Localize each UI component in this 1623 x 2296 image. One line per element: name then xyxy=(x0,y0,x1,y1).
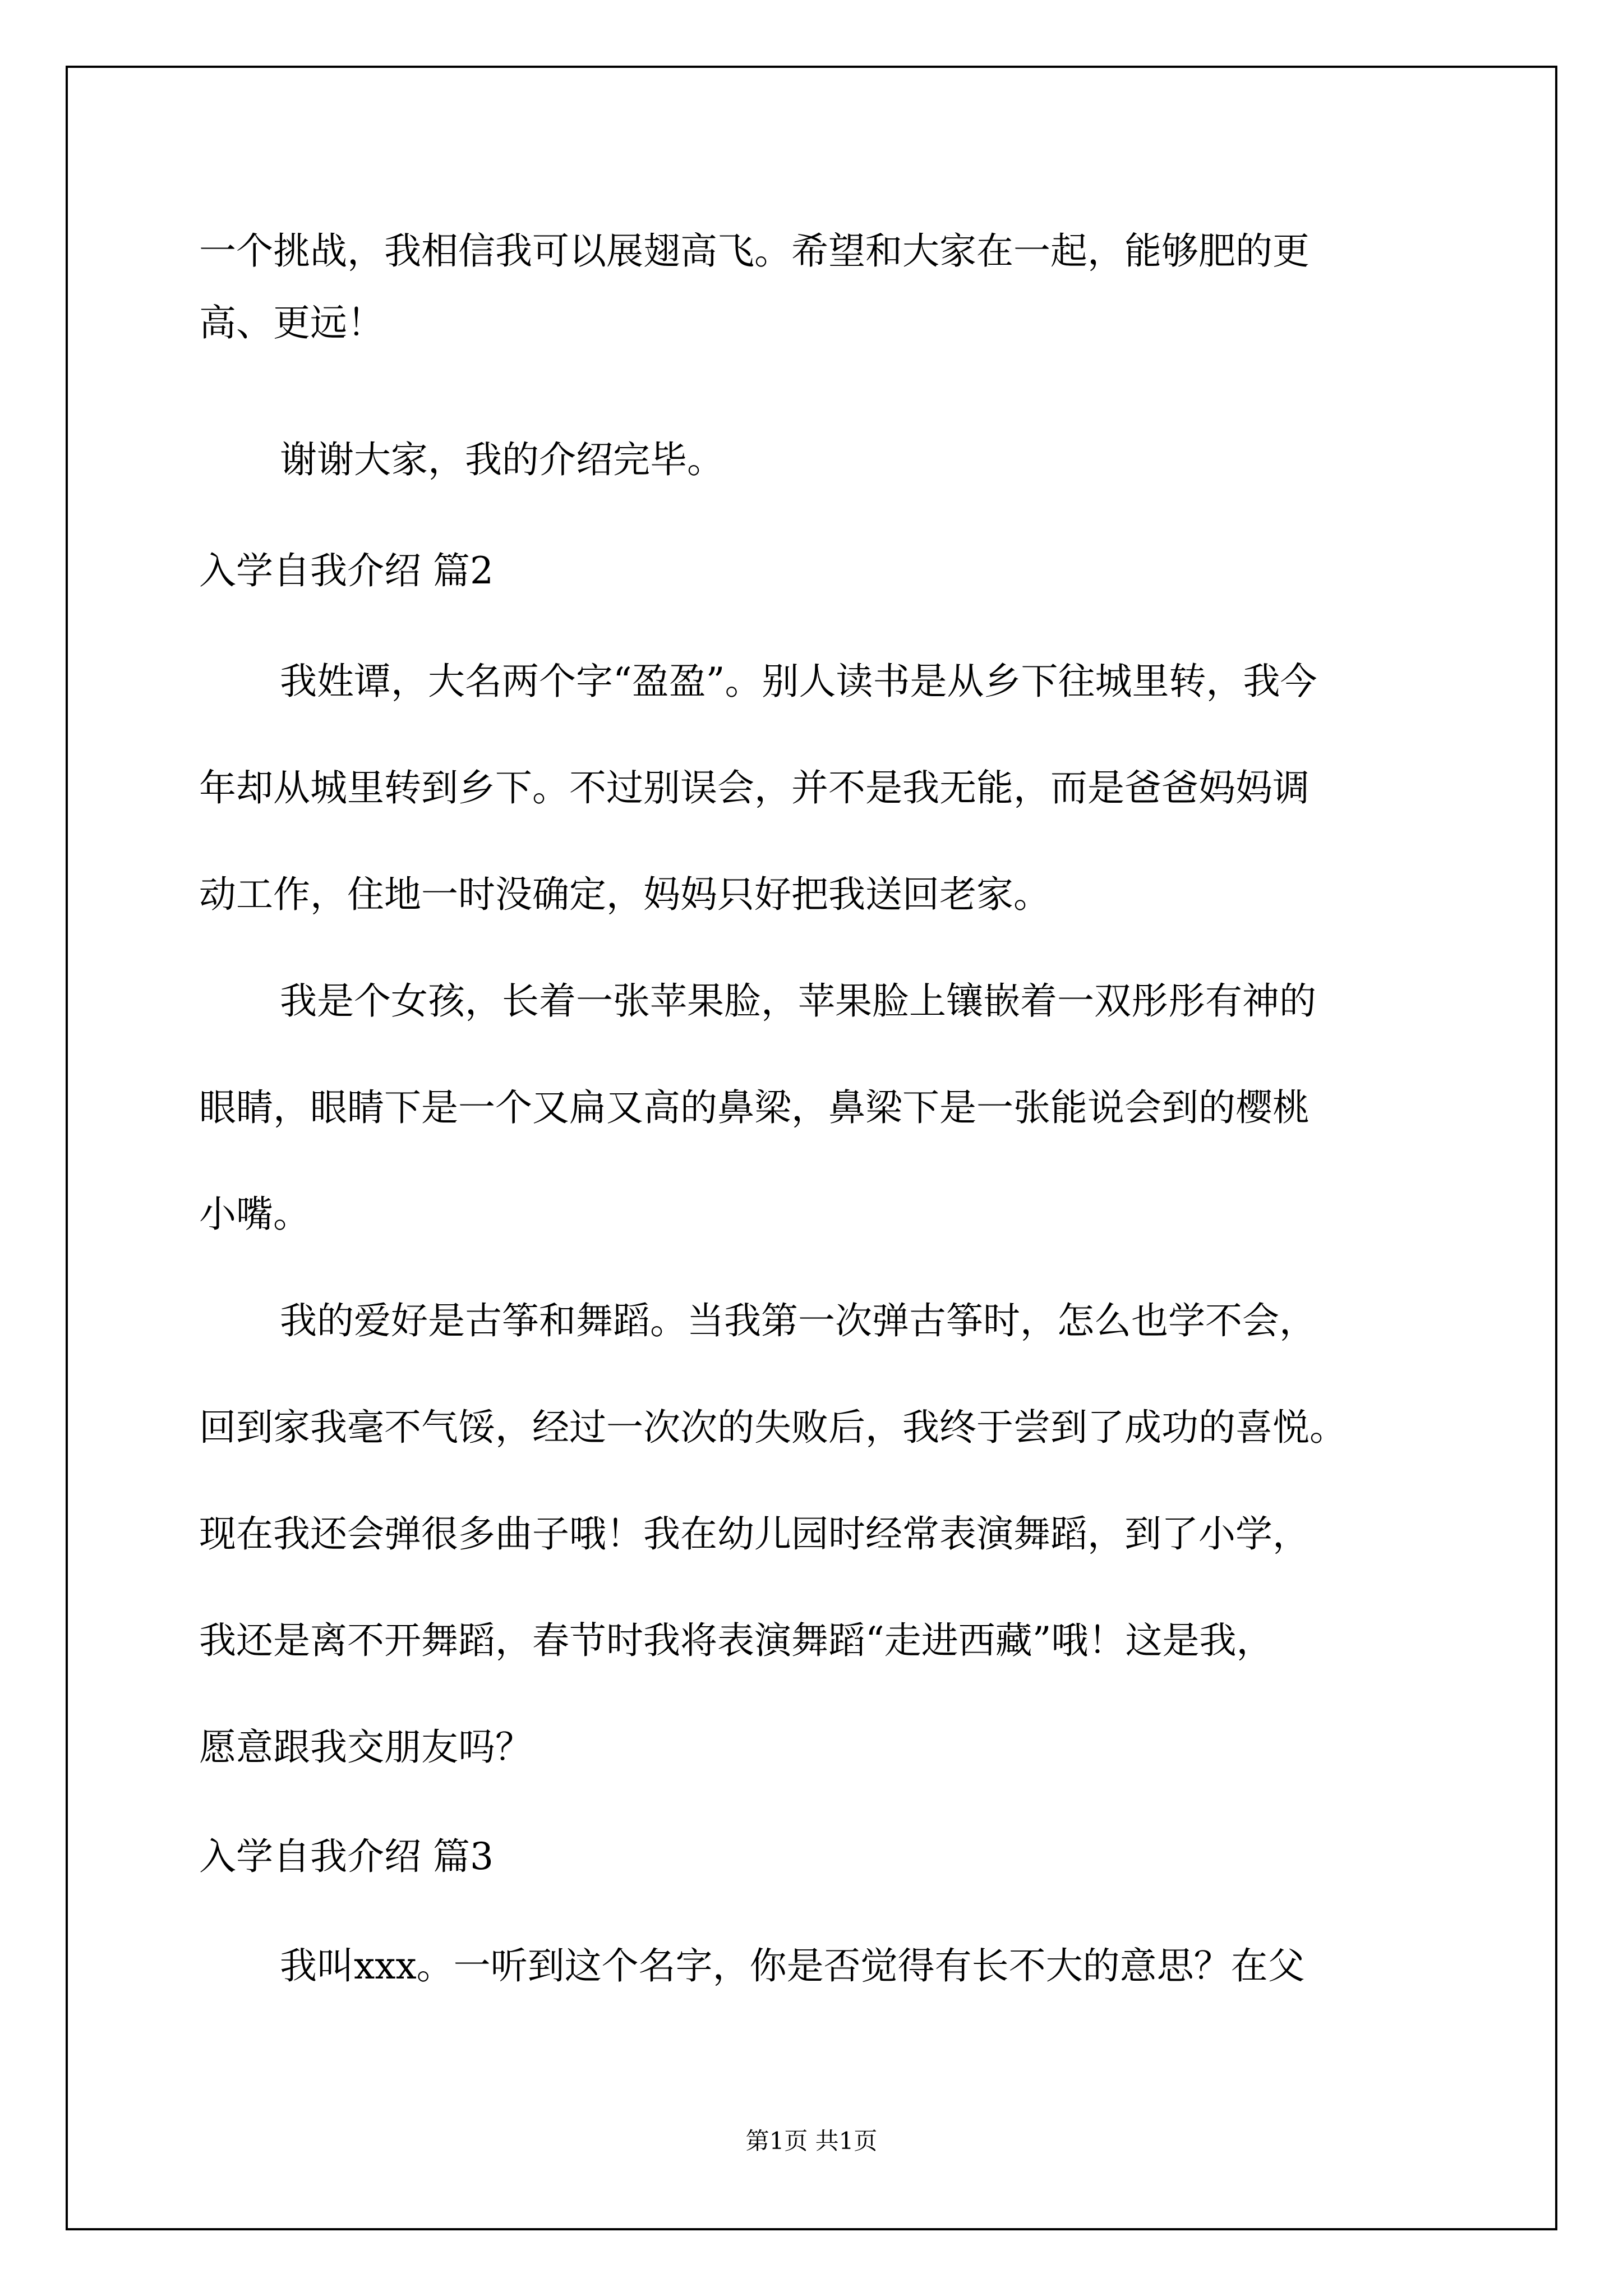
page-footer: 第1页 共1页 xyxy=(745,2127,878,2155)
paragraph-line: 我是个女孩，长着一张苹果脸，苹果脸上镶嵌着一双彤彤有神的 xyxy=(280,979,1316,1023)
paragraph-line: 我的爱好是古筝和舞蹈。当我第一次弹古筝时，怎么也学不会， xyxy=(280,1299,1316,1342)
paragraph-line: 高、更远！ xyxy=(199,301,384,344)
section-heading: 入学自我介绍 篇3 xyxy=(199,1835,494,1878)
paragraph-line: 一个挑战，我相信我可以展翅高飞。希望和大家在一起，能够肥的更 xyxy=(199,229,1310,273)
page-border xyxy=(66,66,1557,2230)
paragraph-line: 我姓谭，大名两个字“盈盈”。别人读书是从乡下往城里转，我今 xyxy=(280,660,1317,703)
paragraph-line: 年却从城里转到乡下。不过别误会，并不是我无能，而是爸爸妈妈调 xyxy=(199,766,1310,809)
paragraph-line: 动工作，住地一时没确定，妈妈只好把我送回老家。 xyxy=(199,873,1050,916)
paragraph-line: 现在我还会弹很多曲子哦！我在幼儿园时经常表演舞蹈，到了小学， xyxy=(199,1512,1310,1556)
paragraph-line: 小嘴。 xyxy=(199,1193,310,1236)
section-heading: 入学自我介绍 篇2 xyxy=(199,549,494,592)
paragraph-line: 眼睛，眼睛下是一个又扁又高的鼻梁，鼻梁下是一张能说会到的樱桃 xyxy=(199,1086,1310,1129)
paragraph-line: 我叫xxx。一听到这个名字，你是否觉得有长不大的意思？在父 xyxy=(280,1944,1305,1987)
paragraph-line: 回到家我毫不气馁，经过一次次的失败后，我终于尝到了成功的喜悦。 xyxy=(199,1406,1347,1449)
paragraph-line: 我还是离不开舞蹈，春节时我将表演舞蹈“走进西藏”哦！这是我， xyxy=(199,1619,1274,1662)
paragraph-line: 谢谢大家，我的介绍完毕。 xyxy=(280,438,724,481)
paragraph-line: 愿意跟我交朋友吗？ xyxy=(199,1726,532,1769)
